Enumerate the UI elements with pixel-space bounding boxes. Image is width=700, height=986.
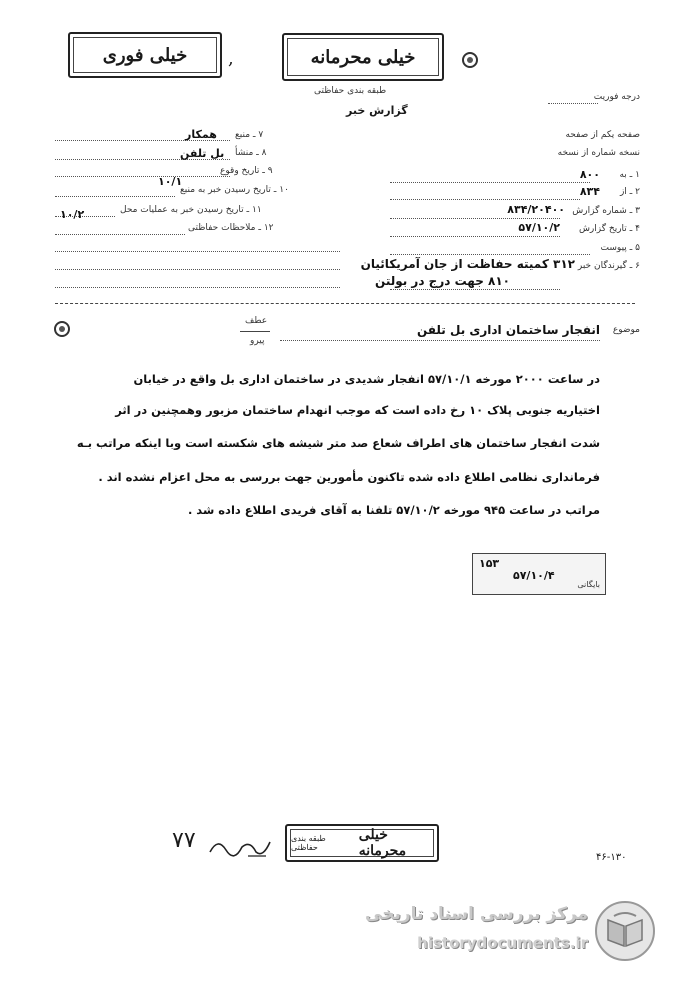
body-line-4: فرمانداری نظامی اطلاع داده شده تاکنون مأمورین جهت بررسی به محل اعزام نشده اند . — [98, 470, 600, 484]
page-line: صفحه یکم از صفحه — [565, 130, 640, 140]
report-number-dotline — [390, 218, 560, 219]
event-date-label: ۹ ـ تاریخ وقوع — [220, 166, 273, 176]
extra-dotline-3 — [55, 287, 340, 288]
security-notes-label: ۱۲ ـ ملاحظات حفاظتی — [188, 223, 274, 233]
from-value: ۸۳۴ — [579, 185, 600, 198]
bottom-secret-stamp — [285, 824, 439, 862]
received-source-label: ۱۰ ـ تاریخ رسیدن خبر به منبع — [180, 185, 289, 195]
body-line-1: در ساعت ۲۰۰۰ مورخه ۵۷/۱۰/۱ انفجار شدیدی در ساختمان اداری بل واقع در خیابان — [133, 372, 600, 386]
event-date-dotline — [55, 176, 230, 177]
handwritten-note: ۷۷ — [172, 828, 196, 853]
top-secret-stamp-text: خیلی محرمانه — [310, 46, 416, 68]
received-source-dotline — [55, 196, 175, 197]
logo-text-fa: مرکز بررسی اسناد تاریخی — [365, 904, 588, 924]
recipients-value-2: ۸۱۰ جهت درج در بولتن — [375, 274, 510, 288]
body-line-5: مراتب در ساعت ۹۴۵ مورخه ۵۷/۱۰/۲ تلفنا به آقای فریدی اطلاع داده شد . — [187, 503, 600, 517]
classification-label: طبقه بندی حفاظتی — [314, 86, 387, 96]
origin-label: ۸ ـ منشأ — [235, 148, 267, 158]
report-title: گزارش خبر — [346, 104, 408, 117]
report-number-value: ۸۳۴/۲۰۴۰۰ — [507, 203, 565, 216]
body-line-2: اختیاریه جنوبی پلاک ۱۰ رخ داده است که موجب انهدام ساختمان مزبور وهمچنین در اثر — [115, 403, 600, 417]
logo-url: historydocuments.ir — [417, 934, 588, 952]
top-secret-stamp — [282, 33, 444, 81]
extra-dotline-1 — [55, 251, 340, 252]
extra-dotline-2 — [55, 269, 340, 270]
punch-hole-middle — [54, 321, 70, 337]
handwritten-mark: , — [228, 48, 234, 69]
security-notes-dotline — [55, 234, 185, 235]
from-dotline — [390, 199, 580, 200]
source-label: ۷ ـ منبع — [235, 130, 264, 140]
to-dotline — [390, 182, 590, 183]
copy-line: نسخه شماره از نسخه — [557, 148, 640, 158]
ref-divider — [240, 331, 270, 332]
report-date-dotline — [390, 236, 560, 237]
recipients-label: ۶ ـ گیرندگان خبر — [577, 261, 640, 271]
attachment-label: ۵ ـ پیوست — [600, 243, 640, 253]
book-emblem-icon — [594, 900, 656, 962]
ref-label-2: پیرو — [250, 336, 265, 346]
received-stamp-label: بایگانی — [577, 580, 600, 589]
urgency-label: درجه فوریت — [593, 92, 640, 102]
ref-label-1: عطف — [245, 316, 268, 326]
form-code: ۴۶-۱۳۰ — [596, 852, 627, 863]
report-date-label: ۴ ـ تاریخ گزارش — [578, 224, 640, 234]
bottom-stamp-classification: طبقه بندی حفاظتی — [291, 834, 326, 852]
handwritten-signature — [208, 832, 278, 862]
from-label: ۲ ـ از — [619, 187, 640, 197]
received-office-value: ۱۰/۲ — [60, 208, 85, 221]
received-stamp-number: ۱۵۳ — [479, 557, 500, 570]
punch-hole-top — [462, 52, 478, 68]
recipients-value-1: ۳۱۲ کمیته حفاظت از جان آمریکائیان — [360, 257, 575, 271]
report-number-label: ۳ ـ شماره گزارش — [572, 206, 640, 216]
recipients-dotline — [390, 289, 560, 290]
urgent-stamp-text: خیلی فوری — [102, 44, 188, 66]
urgent-stamp — [68, 32, 222, 78]
report-date-value: ۵۷/۱۰/۲ — [518, 221, 560, 234]
source-value: همکار — [185, 128, 217, 141]
received-stamp-date: ۵۷/۱۰/۴ — [513, 569, 555, 582]
header-divider — [55, 303, 635, 304]
received-office-label: ۱۱ ـ تاریخ رسیدن خبر به عملیات محل — [120, 205, 262, 215]
subject-value: انفجار ساختمان اداری بل تلفن — [416, 323, 600, 337]
to-label: ۱ ـ به — [619, 170, 640, 180]
attachment-dotline — [390, 254, 590, 255]
archive-logo — [360, 896, 660, 966]
received-stamp — [472, 553, 606, 595]
body-line-3: شدت انفجار ساختمان های اطراف شعاع صد متر شیشه های شکسته است وبا اینکه مراتب بـه — [76, 436, 600, 450]
urgency-dotline — [548, 103, 598, 104]
event-date-value: ۱۰/۱ — [158, 175, 183, 188]
subject-dotline — [280, 340, 600, 341]
origin-value: بل تلفن — [180, 147, 225, 160]
to-value: ۸۰۰ — [579, 168, 600, 181]
bottom-stamp-main: خیلی محرمانه — [358, 827, 407, 859]
subject-label: موضوع — [612, 325, 640, 335]
